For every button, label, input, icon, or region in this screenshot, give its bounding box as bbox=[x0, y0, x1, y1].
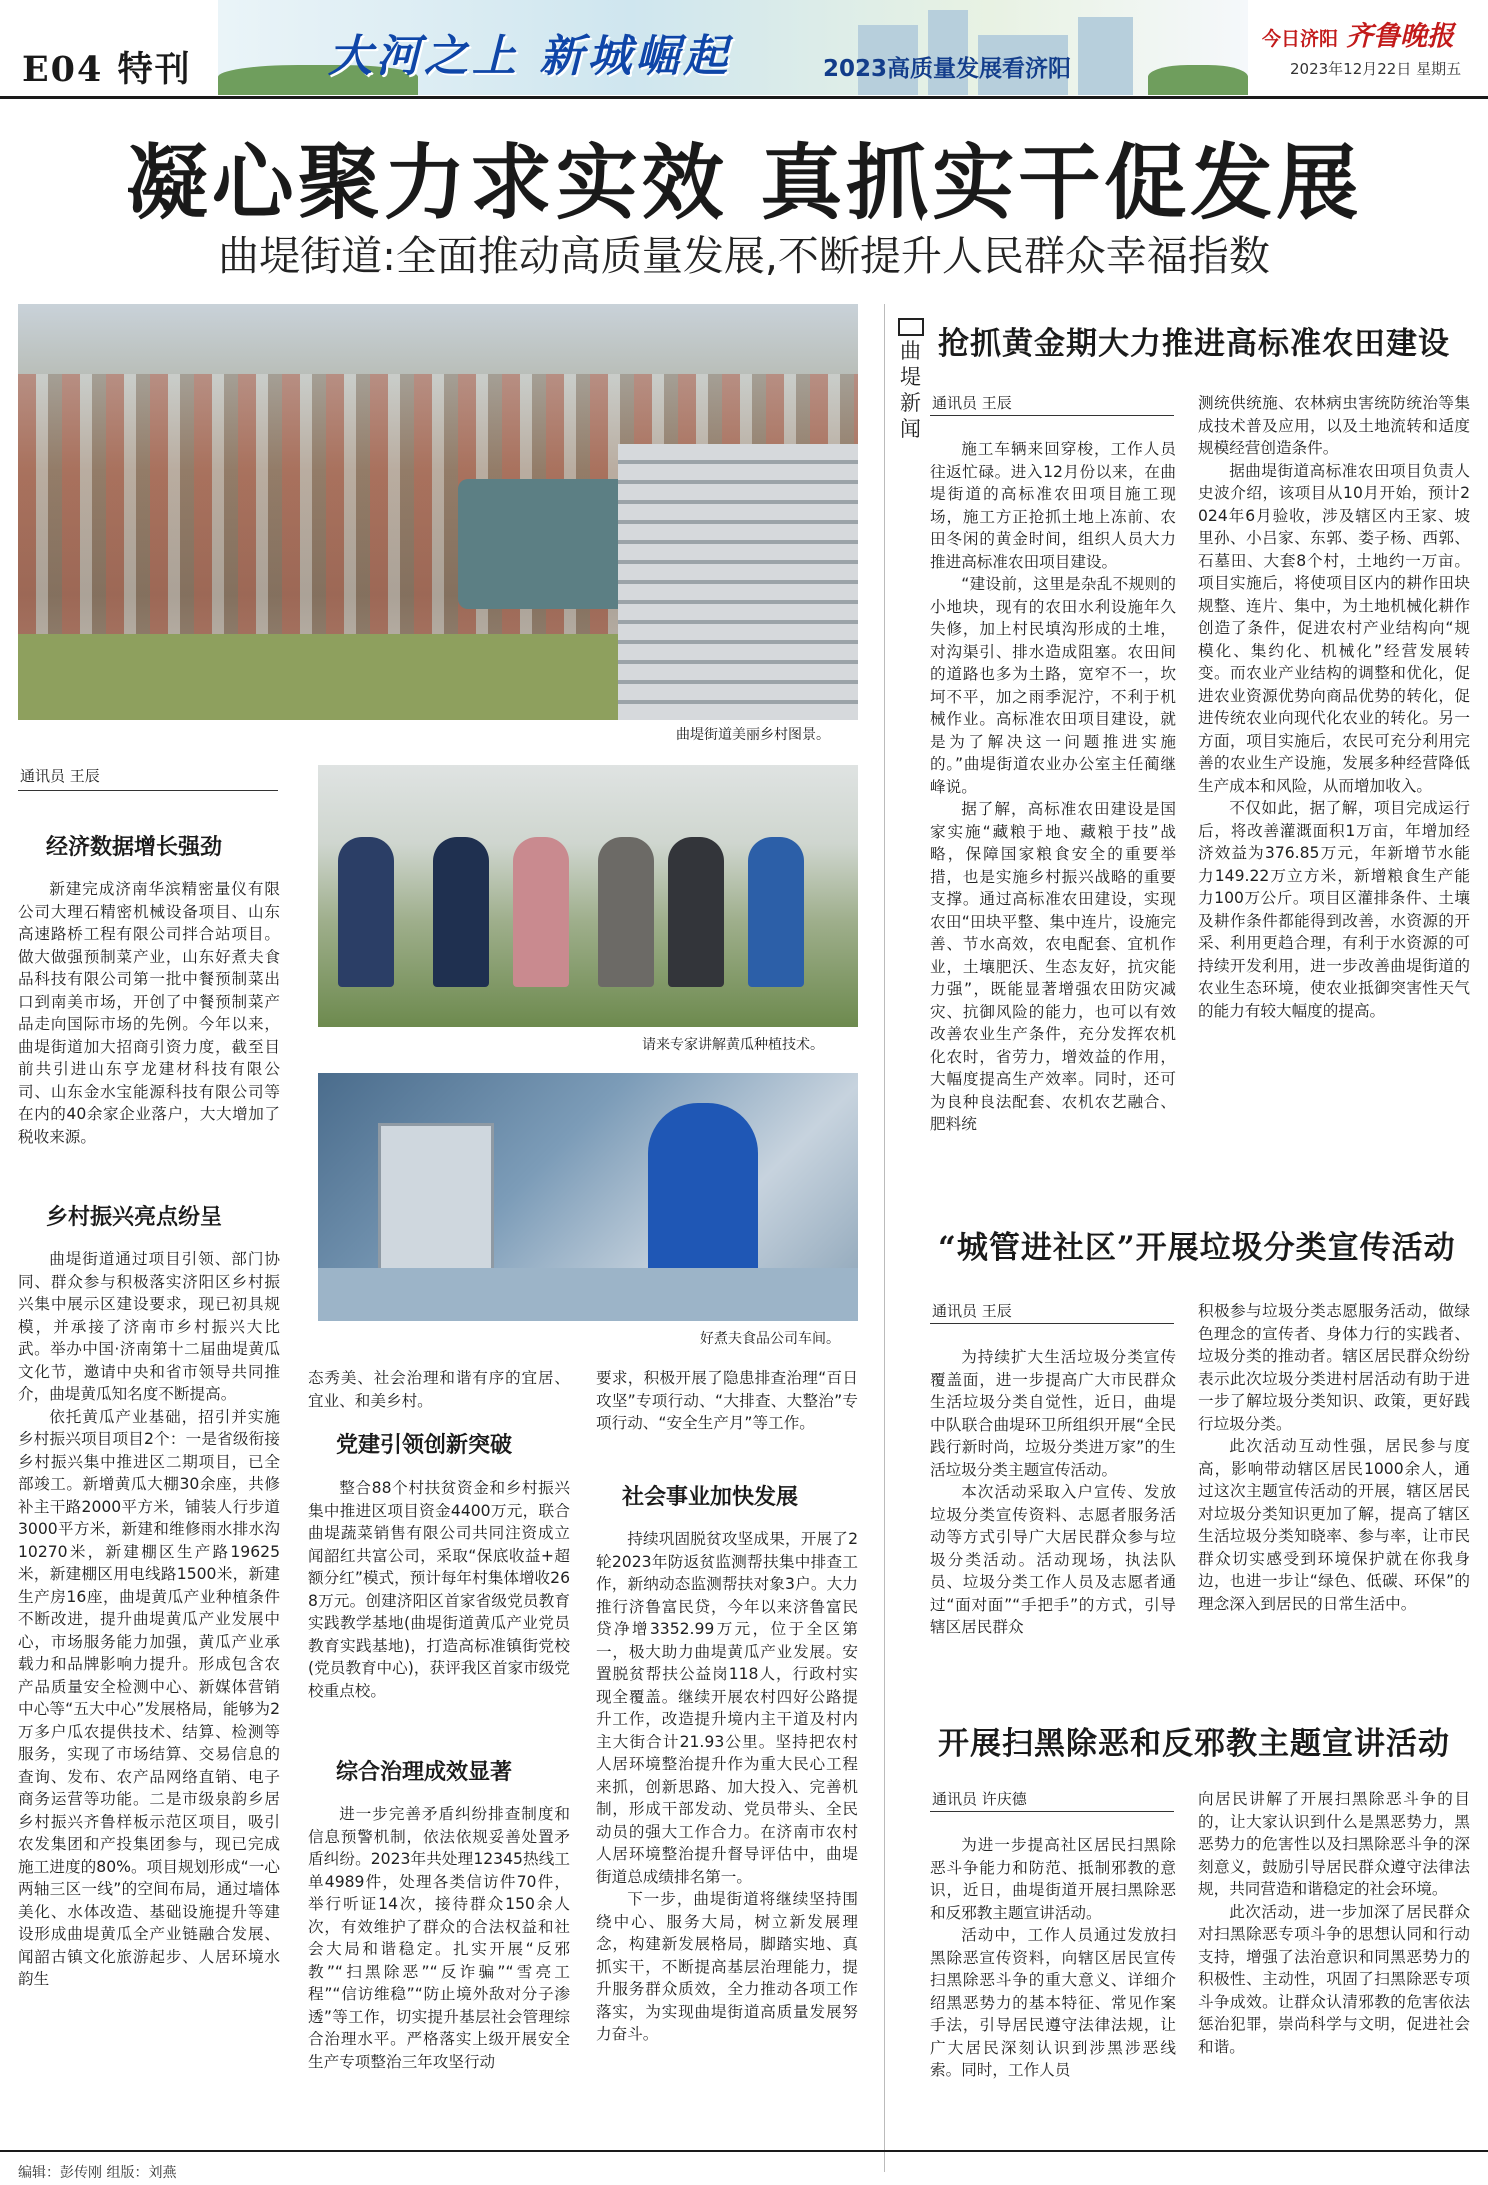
photo-person bbox=[668, 837, 724, 987]
page-subheadline: 曲堤街道:全面推动高质量发展,不断提升人民群众幸福指数 bbox=[218, 232, 1270, 280]
byline-rule bbox=[930, 415, 1174, 416]
vertical-label-marker bbox=[898, 318, 924, 336]
photo-caption: 请来专家讲解黄瓜种植技术。 bbox=[642, 1037, 824, 1053]
photo-caption: 曲堤街道美丽乡村图景。 bbox=[676, 727, 830, 743]
paragraph: 施工车辆来回穿梭，工作人员往返忙碌。进入12月份以来，在曲堤街道的高标准农田项目施工现场，施工方正抢抓土地上冻前、农田冬闲的黄金时间，组织人员大力推进高标准农田项目建设。 bbox=[930, 440, 1176, 571]
main-article-text bbox=[596, 1528, 858, 2138]
column-divider bbox=[884, 304, 885, 2172]
article-byline: 通讯员 王辰 bbox=[932, 1302, 1012, 1320]
main-article-text bbox=[308, 1477, 570, 1759]
newspaper-brand bbox=[1262, 14, 1454, 53]
paragraph: 测统供统施、农林病虫害统防统治等集成技术普及应用，以及土地流转和适度规模经营创造条件。 bbox=[1198, 394, 1470, 457]
page-label: E04 特刊 bbox=[22, 49, 192, 90]
photo-person bbox=[748, 837, 804, 987]
paragraph: 持续巩固脱贫攻坚成果，开展了2轮2023年防返贫监测帮扶集中排查工作，新纳动态监测帮扶对象3户。大力推行济鲁富民贷，今年以来济鲁富民贷净增3352.99万元，位于全区第一，极大助力曲堤黄瓜产业发展。安置脱贫帮扶公益岗118人，行政村实现全覆盖。继续开展农村四好公路提升工作，改造提升境内主干道及村内主大街合计21.93公里。坚持把农村人居环境整治提升作为重大民心工程来抓，创新思路、加大投入、完善机制，形成干部发动、党员带头、全民动员的强大工作合力。在济南市农村人居环境整治提升督导评估中，曲堤街道总成绩排名第一。 bbox=[596, 1530, 858, 1886]
greenhouse-experts-photo bbox=[318, 765, 858, 1027]
section-heading: 乡村振兴亮点纷呈 bbox=[46, 1204, 223, 1230]
article-title: 开展扫黑除恶和反邪教主题宣讲活动 bbox=[938, 1726, 1450, 1762]
article-byline: 通讯员 王辰 bbox=[932, 394, 1012, 412]
section-heading: 社会事业加快发展 bbox=[622, 1484, 799, 1510]
paragraph: 此次活动互动性强，居民参与度高，影响带动辖区居民1000余人，通过这次主题宣传活动的开展，辖区居民对垃圾分类知识更加了解，提高了辖区生活垃圾分类知晓率、参与率，让市民群众切实感受到环境保护就在你我身边，也进一步让“绿色、低碳、环保”的理念深入到居民的日常生活中。 bbox=[1198, 1437, 1470, 1613]
article-text bbox=[1198, 1788, 1470, 2138]
article-title: 抢抓黄金期大力推进高标准农田建设 bbox=[938, 326, 1450, 362]
issue-date: 2023年12月22日 星期五 bbox=[1290, 60, 1462, 78]
paragraph: 本次活动采取入户宣传、发放垃圾分类宣传资料、志愿者服务活动等方式引导广大居民群众参与垃圾分类活动。活动现场，执法队员、垃圾分类工作人员及志愿者通过“面对面”“手把手”的方式，引导辖区居民群众 bbox=[930, 1483, 1176, 1636]
main-article-text bbox=[308, 1367, 570, 1415]
paragraph: 要求，积极开展了隐患排查治理“百日攻坚”专项行动、“大排查、大整治”专项行动、“安全生产月”等工作。 bbox=[596, 1369, 858, 1432]
section-heading: 综合治理成效显著 bbox=[336, 1759, 513, 1785]
banner-subtitle: 2023高质量发展看济阳 bbox=[823, 56, 1072, 82]
main-article-text bbox=[18, 1248, 280, 2140]
paragraph: 向居民讲解了开展扫黑除恶斗争的目的，让大家认识到什么是黑恶势力，黑恶势力的危害性以及扫黑除恶斗争的深刻意义，鼓励引导居民群众遵守法律法规，共同营造和谐稳定的社会环境。 bbox=[1198, 1790, 1470, 1898]
paragraph: “建设前，这里是杂乱不规则的小地块，现有的农田水利设施年久失修，加上村民填沟形成的土堆，对沟渠引、排水造成阻塞。农田间的道路也多为土路，宽窄不一，坎坷不平，加之雨季泥泞，不利于机械作业。高标准农田项目建设，就是为了解决这一问题推进实施的。”曲堤街道农业办公室主任蔺继峰说。 bbox=[930, 575, 1176, 796]
main-article-text bbox=[18, 878, 280, 1160]
photo-greenhouses bbox=[618, 444, 858, 720]
food-factory-photo bbox=[318, 1073, 858, 1321]
paragraph: 态秀美、社会治理和谐有序的宜居、宜业、和美乡村。 bbox=[308, 1369, 570, 1410]
main-article-text bbox=[596, 1367, 858, 1437]
paragraph: 积极参与垃圾分类志愿服务活动，做绿色理念的宣传者、身体力行的实践者、垃圾分类的推动者。辖区居民群众纷纷表示此次垃圾分类进村居活动有助于进一步了解垃圾分类知识、政策，更好践行垃圾分类。 bbox=[1198, 1302, 1470, 1433]
article-text bbox=[930, 1834, 1176, 2139]
paragraph: 为进一步提高社区居民扫黑除恶斗争能力和防范、抵制邪教的意识，近日，曲堤街道开展扫黑除恶和反邪教主题宣讲活动。 bbox=[930, 1836, 1176, 1922]
village-aerial-photo bbox=[18, 304, 858, 720]
masthead bbox=[0, 0, 1488, 105]
paragraph: 为持续扩大生活垃圾分类宣传覆盖面，进一步提高广大市民群众生活垃圾分类自觉性，近日，曲堤中队联合曲堤环卫所组织开展“全民践行新时尚，垃圾分类进万家”的生活垃圾分类主题宣传活动。 bbox=[930, 1348, 1176, 1479]
footer-divider bbox=[0, 2150, 1488, 2152]
article-text bbox=[930, 1346, 1176, 1701]
paragraph: 整合88个村扶贫资金和乡村振兴集中推进区项目资金4400万元，联合曲堤蔬菜销售有限公司共同注资成立闻韶红共富公司，采取“保底收益+超额分红”模式，预计每年村集体增收268万元。创建济阳区首家省级党员教育实践教学基地(曲堤街道黄瓜产业党员教育实践基地)，打造高标准镇街党校(党员教育中心)，获评我区首家市级党校重点校。 bbox=[308, 1479, 570, 1700]
paragraph: 活动中，工作人员通过发放扫黑除恶宣传资料，向辖区居民宣传扫黑除恶斗争的重大意义、详细介绍黑恶势力的基本特征、常见作案手法，引导居民遵守法律法规，让广大居民深刻认识到涉黑涉恶线索。同时，工作人员 bbox=[930, 1926, 1176, 2079]
photo-person bbox=[513, 837, 569, 987]
paragraph: 据曲堤街道高标准农田项目负责人史波介绍，该项目从10月开始，预计2024年6月验收，涉及辖区内王家、坡里孙、小吕家、东郭、娄子杨、西郭、石墓田、大套8个村，土地约一万亩。项目实施后，将使项目区内的耕作田块规整、连片、集中，为土地机械化耕作创造了条件，促进农村产业结构向“规模化、集约化、机械化”经营发展转变。而农业产业结构的调整和优化，促进农业资源优势向商品优势的转化，促进传统农业向现代化农业的转化。另一方面，项目实施后，农民可充分利用完善的农业生产设施，发展多种经营降低生产成本和风险，从而增加收入。 bbox=[1198, 461, 1470, 795]
byline-rule bbox=[18, 790, 278, 791]
brand-logo: 齐鲁晚报 bbox=[1346, 21, 1455, 52]
paragraph: 曲堤街道通过项目引领、部门协同、群众参与积极落实济阳区乡村振兴集中展示区建设要求，现已初具规模，并承接了济南市乡村振兴大比武。举办中国·济南第十二届曲堤黄瓜文化节，邀请中央和省市领导共同推介，曲堤黄瓜知名度不断提高。 bbox=[18, 1250, 280, 1403]
section-heading: 经济数据增长强劲 bbox=[46, 834, 223, 860]
main-article-text bbox=[308, 1803, 570, 2138]
byline-rule bbox=[930, 1323, 1174, 1324]
photo-person bbox=[338, 837, 394, 987]
banner-trees bbox=[1148, 65, 1248, 95]
page-headline: 凝心聚力求实效 真抓实干促发展 bbox=[125, 135, 1363, 231]
photo-machine bbox=[378, 1123, 494, 1279]
paragraph: 进一步完善矛盾纠纷排查制度和信息预警机制，依法依规妥善处置矛盾纠纷。2023年共处理12345热线工单4989件，处理各类信访件70件，举行听证14次，接待群众150余人次，有效维护了群众的合法权益和社会大局和谐稳定。扎实开展“反邪教”“扫黑除恶”“反诈骗”“雪亮工程”“信访维稳”“防止境外敌对分子渗透”等工作，切实提升基层社会管理综合治理水平。严格落实上级开展安全生产专项整治三年攻坚行动 bbox=[308, 1805, 570, 2071]
photo-pond bbox=[458, 479, 628, 609]
banner-building bbox=[1078, 17, 1133, 95]
article-title: “城管进社区”开展垃圾分类宣传活动 bbox=[938, 1230, 1456, 1266]
paragraph: 依托黄瓜产业基础，招引并实施乡村振兴项目项目2个：一是省级衔接乡村振兴集中推进区二期项目，已全部竣工。新增黄瓜大棚30余座，共修补主干路2000平方米，铺装人行步道3000平方米，新建和维修雨水排水沟10270米，新建棚区生产路19625米，新建棚区用电线路1500米，新建生产房16座，曲堤黄瓜产业种植条件不断改进，提升曲堤黄瓜产业发展中心，市场服务能力加强，黄瓜产业承载力和品牌影响力提升。形成包含农产品质量安全检测中心、新媒体营销中心等“五大中心”发展格局，能够为2万多户瓜农提供技术、结算、检测等服务，实现了市场结算、交易信息的查询、发布、农产品网络直销、电子商务运营等功能。二是市级泉韵乡居乡村振兴齐鲁样板示范区项目，吸引农发集团和产投集团参与，现已完成施工进度的80%。项目规划形成“一心两轴三区一线”的空间布局，通过墙体美化、水体改造、基础设施提升等建设形成曲堤黄瓜全产业链融合发展、闻韶古镇文化旅游起步、人居环境水韵生 bbox=[18, 1407, 280, 1988]
masthead-divider bbox=[0, 96, 1488, 99]
paragraph: 新建完成济南华滨精密量仪有限公司大理石精密机械设备项目、山东高速路桥工程有限公司拌合站项目。做大做强预制菜产业，山东好煮夫食品科技有限公司第一批中餐预制菜出口到南美市场，开创了中餐预制菜产品走向国际市场的先例。今年以来，曲堤街道加大招商引资力度，截至目前共引进山东亨龙建材科技有限公司、山东金水宝能源科技有限公司等在内的40余家企业落户，大大增加了税收来源。 bbox=[18, 880, 280, 1146]
brand-small: 今日济阳 bbox=[1262, 28, 1339, 50]
banner-title: 大河之上 新城崛起 bbox=[328, 31, 732, 82]
byline-rule bbox=[930, 1811, 1174, 1812]
paragraph: 下一步，曲堤街道将继续坚持围绕中心、服务大局，树立新发展理念，构建新发展格局，脚踏实地、真抓实干，不断提高基层治理能力，提升服务群众质效，全力推动各项工作落实，为实现曲堤街道高质量发展努力奋斗。 bbox=[596, 1890, 858, 2043]
main-byline: 通讯员 王辰 bbox=[20, 767, 100, 785]
editor-credits: 编辑：彭传刚 组版：刘燕 bbox=[18, 2165, 177, 2181]
photo-field bbox=[18, 634, 618, 720]
vertical-section-label: 曲堤新闻 bbox=[900, 339, 921, 441]
photo-caption: 好煮夫食品公司车间。 bbox=[700, 1331, 840, 1347]
paragraph: 此次活动，进一步加深了居民群众对扫黑除恶专项斗争的思想认同和行动支持，增强了法治意识和同黑恶势力的积极性、主动性，巩固了扫黑除恶专项斗争成效。让群众认清邪教的危害依法惩治犯罪，崇尚科学与文明，促进社会和谐。 bbox=[1198, 1902, 1470, 2056]
photo-person bbox=[598, 837, 654, 987]
photo-conveyor bbox=[318, 1268, 858, 1321]
article-text bbox=[1198, 1300, 1470, 1700]
paragraph: 据了解，高标准农田建设是国家实施“藏粮于地、藏粮于技”战略，保障国家粮食安全的重要举措，也是实施乡村振兴战略的重要支撑。通过高标准农田建设，实现农田“田块平整、集中连片，设施完善、节水高效，农电配套、宜机作业，土壤肥沃、生态友好，抗灾能力强”，既能显著增强农田防灾减灾、抗御风险的能力，也可以有效改善农业生产条件，充分发挥农机化农时，省劳力，增效益的作用，大幅度提高生产效率。同时，还可为良种良法配套、农机农艺融合、肥料统 bbox=[930, 800, 1176, 1133]
section-heading: 党建引领创新突破 bbox=[336, 1432, 513, 1458]
paragraph: 不仅如此，据了解，项目完成运行后，将改善灌溉面积1万亩，年增加经济效益为376.85万元，年新增节水能力149.22万立方米，新增粮食生产能力100万公斤。项目区灌排条件、土壤及耕作条件都能得到改善，水资源的开采、利用更趋合理，有利于水资源的可持续开发利用，进一步改善曲堤街道的农业生态环境，使农业抵御突害性天气的能力有较大幅度的提高。 bbox=[1198, 799, 1470, 1020]
banner-image bbox=[218, 0, 1248, 95]
photo-person bbox=[433, 837, 489, 987]
article-byline: 通讯员 许庆德 bbox=[932, 1790, 1027, 1808]
